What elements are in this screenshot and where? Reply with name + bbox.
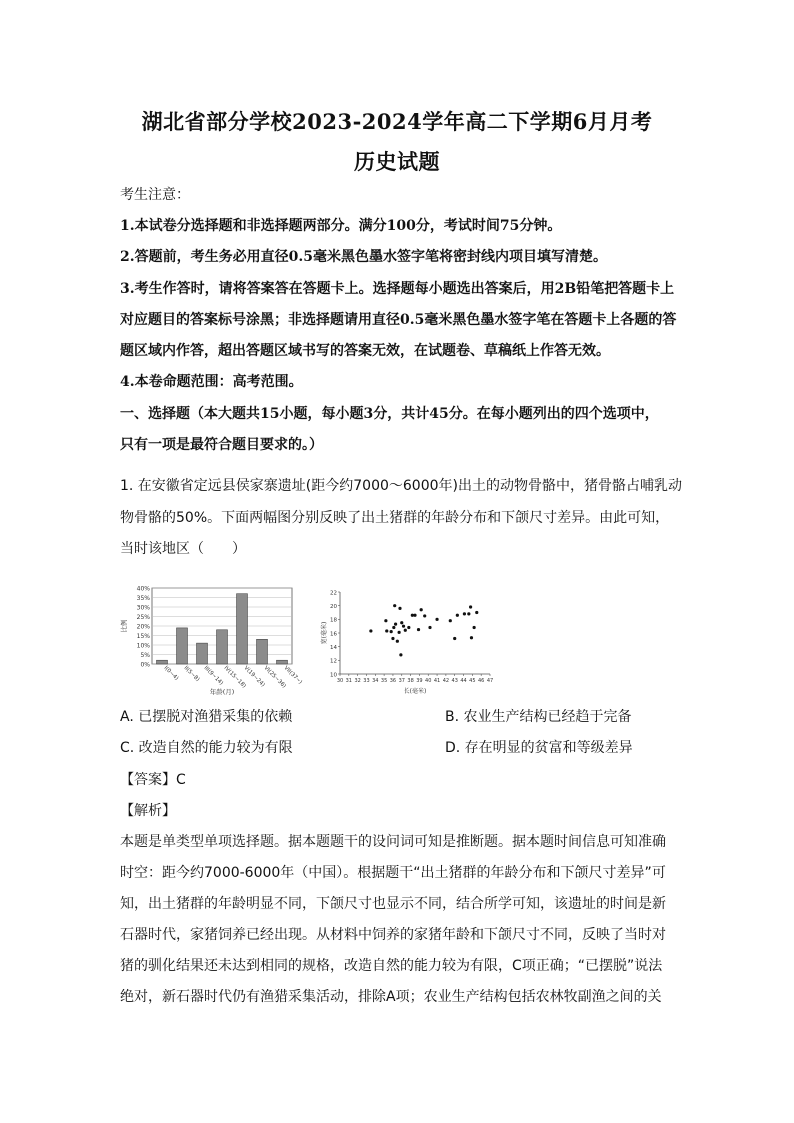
scatter-point	[400, 621, 403, 624]
scatter-point	[413, 614, 416, 617]
scatter-x-tick-label: 39	[416, 678, 423, 684]
section-heading-cont: 只有一项是最符合题目要求的。）	[120, 437, 323, 453]
bar-y-tick-label: 40%	[136, 585, 150, 593]
scatter-x-tick-label: 47	[486, 678, 494, 684]
scatter-x-tick-label: 38	[407, 678, 414, 684]
scatter-point	[420, 608, 423, 611]
scatter-point	[470, 636, 473, 639]
scatter-y-tick-label: 16	[330, 631, 337, 638]
bar	[257, 639, 268, 664]
scatter-x-tick-label: 41	[433, 678, 441, 684]
analysis-line: 猪的驯化结果还未达到相同的规格，改造自然的能力较为有限，C项正确；“已摆脱”说法	[120, 958, 663, 974]
age-distribution-bar-chart	[118, 582, 308, 697]
bar-y-tick-label: 5%	[140, 652, 150, 659]
scatter-point	[428, 626, 431, 629]
notice-item-2: 2.答题前，考生务必用直径0.5毫米黑色墨水签字笔将密封线内项目填写清楚。	[120, 249, 607, 265]
bar	[157, 660, 168, 664]
scatter-y-tick-label: 12	[330, 658, 337, 665]
notice-heading: 考生注意：	[120, 187, 190, 203]
scatter-x-tick-label: 42	[442, 678, 450, 684]
scatter-x-tick-label: 33	[363, 678, 370, 684]
bar-y-tick-label: 25%	[136, 614, 150, 621]
scatter-point	[390, 630, 393, 633]
scatter-point	[404, 629, 407, 632]
option-c: C. 改造自然的能力较为有限	[120, 740, 293, 756]
scatter-point	[396, 640, 399, 643]
scatter-point	[369, 629, 372, 632]
bar-y-tick-label: 0%	[140, 661, 150, 669]
option-a: A. 已摆脱对渔猎采集的依赖	[120, 709, 293, 725]
scatter-y-tick-label: 10	[330, 672, 337, 679]
scatter-point	[392, 626, 395, 629]
bar-y-tick-label: 15%	[136, 633, 150, 640]
bar-x-tick-label: IV(15~18)	[222, 665, 247, 690]
scatter-y-tick-label: 14	[330, 644, 337, 651]
notice-item-3-cont: 对应题目的答案标号涂黑；非选择题请用直径0.5毫米黑色墨水签字笔在答题卡上各题的答	[120, 312, 677, 328]
bar	[237, 594, 248, 664]
bar-x-tick-label: III(9~14)	[202, 665, 224, 687]
bar-x-tick-label: I(0~4)	[162, 665, 180, 682]
notice-item-1: 1.本试卷分选择题和非选择题两部分。满分100分，考试时间75分钟。	[120, 218, 562, 234]
notice-item-3: 3.考生作答时，请将答案答在答题卡上。选择题每小题选出答案后，用2B铅笔把答题卡上	[120, 281, 675, 297]
bar-y-tick-label: 35%	[136, 595, 150, 602]
scatter-point	[467, 612, 470, 615]
question-stem-line: 1. 在安徽省定远县侯家寨遗址(距今约7000～6000年)出土的动物骨骼中，猪骨骼占哺乳动	[120, 478, 682, 494]
bar-y-tick-label: 20%	[136, 623, 150, 631]
bar-x-tick-label: VI(25~36)	[262, 665, 287, 690]
notice-item-3-cont2: 题区域内作答，超出答题区域书写的答案无效，在试题卷、草稿纸上作答无效。	[120, 343, 610, 359]
option-d: D. 存在明显的贫富和等级差异	[445, 740, 633, 756]
scatter-x-tick-label: 37	[398, 678, 405, 684]
scatter-point	[391, 637, 394, 640]
bar-x-axis-label: 年龄(月)	[209, 688, 235, 696]
scatter-point	[402, 625, 405, 628]
scatter-point	[473, 626, 476, 629]
option-b: B. 农业生产结构已经趋于完备	[445, 709, 632, 725]
scatter-point	[407, 626, 410, 629]
scatter-y-tick-label: 22	[330, 590, 337, 597]
answer: 【答案】C	[120, 772, 186, 788]
bar	[177, 628, 188, 664]
scatter-x-tick-label: 30	[336, 678, 344, 684]
scatter-point	[475, 611, 478, 614]
bar	[197, 643, 208, 664]
scatter-point	[435, 618, 438, 621]
scatter-point	[463, 612, 466, 615]
bar-y-axis-label: 比例	[120, 619, 128, 633]
bar-x-tick-label: VII(37~)	[282, 665, 304, 686]
scatter-point	[394, 623, 397, 626]
bar	[277, 660, 288, 664]
scatter-point	[449, 619, 452, 622]
scatter-x-tick-label: 31	[345, 678, 353, 684]
analysis-line: 石器时代，家猪饲养已经出现。从材料中饲养的家猪年龄和下颌尺寸不同，反映了当时对	[120, 927, 666, 943]
scatter-point	[469, 605, 472, 608]
jaw-size-scatter-chart	[322, 588, 502, 696]
subject-title: 历史试题	[354, 149, 440, 174]
scatter-x-tick-label: 44	[460, 678, 467, 684]
scatter-x-tick-label: 45	[469, 678, 476, 684]
notice-item-4: 4.本卷命题范围：高考范围。	[120, 374, 303, 390]
scatter-point	[417, 628, 420, 631]
scatter-x-tick-label: 46	[477, 678, 485, 684]
scatter-point	[385, 629, 388, 632]
analysis-line: 本题是单类型单项选择题。据本题题干的设问词可知是推断题。据本题时间信息可知准确	[120, 834, 666, 850]
question-stem-line: 物骨骼的50%。下面两幅图分别反映了出土猪群的年龄分布和下颌尺寸差异。由此可知，	[120, 510, 670, 526]
analysis-line: 时空：距今约7000-6000年（中国）。根据题干“出土猪群的年龄分布和下颌尺寸差异”可	[120, 865, 666, 881]
scatter-point	[399, 653, 402, 656]
scatter-point	[398, 631, 401, 634]
bar-x-tick-label: II(5~8)	[182, 665, 201, 683]
scatter-x-axis-label: 长(毫米)	[403, 688, 427, 695]
scatter-x-tick-label: 40	[425, 678, 432, 684]
scatter-point	[384, 619, 387, 622]
scatter-x-tick-label: 32	[354, 678, 361, 684]
bar-x-tick-label: V(19~24)	[242, 665, 266, 689]
scatter-y-tick-label: 18	[330, 617, 337, 624]
bar-y-tick-label: 10%	[136, 642, 150, 650]
scatter-y-axis-label: 宽(毫米)	[321, 621, 328, 645]
scatter-x-tick-label: 36	[389, 678, 397, 684]
bar	[217, 630, 228, 664]
scatter-point	[423, 614, 426, 617]
analysis-line: 绝对，新石器时代仍有渔猎采集活动，排除A项；农业生产结构包括农林牧副渔之间的关	[120, 989, 662, 1005]
scatter-point	[453, 637, 456, 640]
scatter-point	[456, 614, 459, 617]
scatter-point	[393, 604, 396, 607]
question-stem-line: 当时该地区（ ）	[120, 541, 246, 557]
scatter-y-tick-label: 20	[330, 603, 337, 610]
scatter-x-tick-label: 34	[372, 678, 379, 684]
exam-title: 湖北省部分学校2023-2024学年高二下学期6月月考	[141, 109, 653, 134]
section-heading: 一、选择题（本大题共15小题，每小题3分，共计45分。在每小题列出的四个选项中，	[120, 406, 659, 422]
scatter-x-tick-label: 43	[451, 678, 458, 684]
scatter-point	[398, 607, 401, 610]
analysis-heading: 【解析】	[120, 803, 176, 819]
bar-y-tick-label: 30%	[136, 604, 150, 612]
scatter-x-tick-label: 35	[380, 678, 388, 684]
analysis-line: 知，出土猪群的年龄明显不同，下颌尺寸也显示不同，结合所学可知，该遗址的时间是新	[120, 896, 666, 912]
